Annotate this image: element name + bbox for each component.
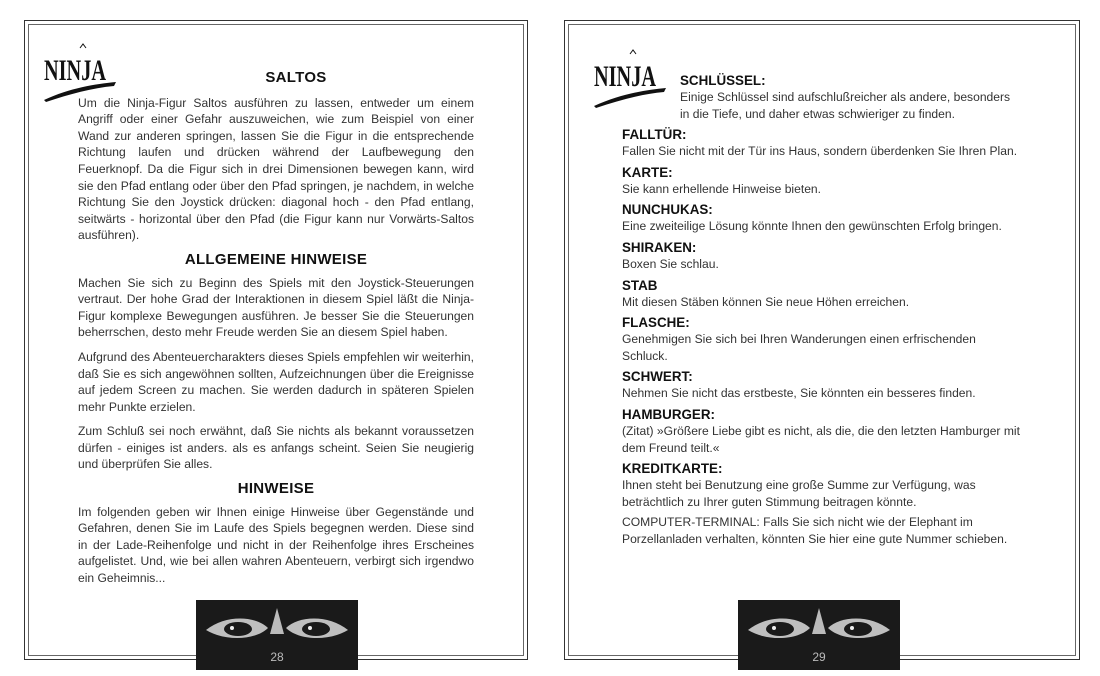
item-text-falltuer: Fallen Sie nicht mit der Tür ins Haus, sondern überdenken Sie Ihren Plan. [622, 144, 1018, 159]
item-title-schluessel: SCHLÜSSEL: [680, 73, 766, 88]
item-title-hamburger: HAMBURGER: [622, 406, 715, 422]
left-page [0, 0, 548, 676]
item-text-flasche: Genehmigen Sie sich bei Ihren Wanderungen einen erfrischenden Schluck. [622, 332, 976, 363]
hinweise-paragraph: Im folgenden geben wir Ihnen einige Hinweise über Gegenstände und Gefahren, denen Sie im Laufe des Spiels begegnen werden. Diese sind in der Lade-Reihenfolge und nicht in der Reihenfolge ihres Erscheines aufgelistet. Und, wie bei allen wahren Abenteuern, verbirgt sich irgendwo ein Geheimnis... [78, 504, 474, 586]
left-content [78, 68, 474, 595]
item-title-nunchukas: NUNCHUKAS: [622, 202, 713, 218]
closing-text-computer-terminal: COMPUTER-TERMINAL: Falls Sie sich nicht wie der Elephant im Porzellanladen verhalten, könnten Sie hier eine gute Nummer schieben. [622, 515, 1008, 546]
item-title-flasche: FLASCHE: [622, 315, 690, 331]
hinweise-heading: HINWEISE [237, 480, 315, 498]
item-text-schluessel [622, 89, 1022, 122]
ninja-eyes-image [196, 600, 358, 670]
allgemeine-paragraph-1: Machen Sie sich zu Beginn des Spiels mit den Joystick-Steuerungen vertraut. Der hohe Grad der Interaktionen in diesem Spiel läßt die Ninja-Figur komplexe Bewegungen ausführen. Je besser Sie die Steuerungen beherrschen, desto mehr Freude werden Sie an diesem Spiel haben. [78, 275, 474, 340]
page-number: 28 [270, 650, 284, 664]
allgemeine-paragraph-2: Aufgrund des Abenteuercharakters dieses Spiels empfehlen wir weiterhin, daß Sie es sich angewöhnen sollten, Aufzeichnungen über die Ereignisse auf jedem Screen zu machen. Sie werden dadurch in späteren Spielen mehr Punkte erzielen. [78, 349, 474, 414]
right-content [622, 72, 1022, 552]
item-title-stab: STAB [622, 277, 658, 293]
item-title-falltuer: FALLTÜR: [622, 127, 687, 143]
item-title-kreditkarte: KREDITKARTE: [622, 461, 723, 477]
ninja-eyes-image [738, 600, 900, 670]
item-title-schwert: SCHWERT: [622, 369, 693, 385]
item-text-kreditkarte: Ihnen steht bei Benutzung eine große Summe zur Verfügung, was beträchtlich zu Ihrer guten Stimmung beitragen könnte. [622, 478, 976, 509]
item-text: Einige Schlüssel sind aufschlußreicher als andere, besonders in die Tiefe, und daher etwas schwieriger zu finden. [680, 90, 1011, 121]
saltos-heading: SALTOS [265, 69, 327, 86]
item-title-shiraken: SHIRAKEN: [622, 239, 697, 255]
logo-text: NINJA [594, 60, 657, 93]
item-text-schwert: Nehmen Sie nicht das erstbeste, Sie könnten ein besseres finden. [622, 386, 976, 401]
page-number: 29 [812, 650, 826, 664]
item-text-nunchukas: Eine zweiteilige Lösung könnte Ihnen den gewünschten Erfolg bringen. [622, 219, 1002, 234]
logo-text: NINJA [44, 54, 107, 87]
item-title-karte: KARTE: [622, 164, 673, 180]
right-page [552, 0, 1100, 676]
allgemeine-paragraph-3: Zum Schluß sei noch erwähnt, daß Sie nichts als bekannt voraussetzen dürfen - einiges ist anders. als es anfangs scheint. Seien Sie neugierig und überprüfen Sie alles. [78, 424, 474, 472]
allgemeine-hinweise-heading: ALLGEMEINE HINWEISE [184, 250, 368, 268]
item-text-shiraken: Boxen Sie schlau. [622, 256, 719, 271]
item-text-hamburger: (Zitat) »Größere Liebe gibt es nicht, als die, die den letzten Hamburger mit dem Freund teilt.« [622, 423, 1020, 455]
item-text-stab: Mit diesen Stäben können Sie neue Höhen erreichen. [622, 294, 910, 309]
item-text-karte: Sie kann erhellende Hinweise bieten. [622, 181, 822, 196]
saltos-paragraph: Um die Ninja-Figur Saltos ausführen zu lassen, entweder um einem Angriff oder einer Gefahr auszuweichen, wie zum Beispiel von einer Wand zur anderen springen, lassen Sie die Figur in die entsprechende Richtung laufen und drücken während der Laufbewegung den Feuerknopf. Da die Figur sich in drei Dimensionen bewegen kann, wird sie den Pfad entlang oder über den Pfad springen, je nachdem, in welche Richtung Sie den Joystick drücken: diagonal hoch - den Pfad entlang, seitwärts - horizontal über den Pfad (die Figur kann nur Vorwärts-Saltos ausführen). [78, 95, 474, 243]
